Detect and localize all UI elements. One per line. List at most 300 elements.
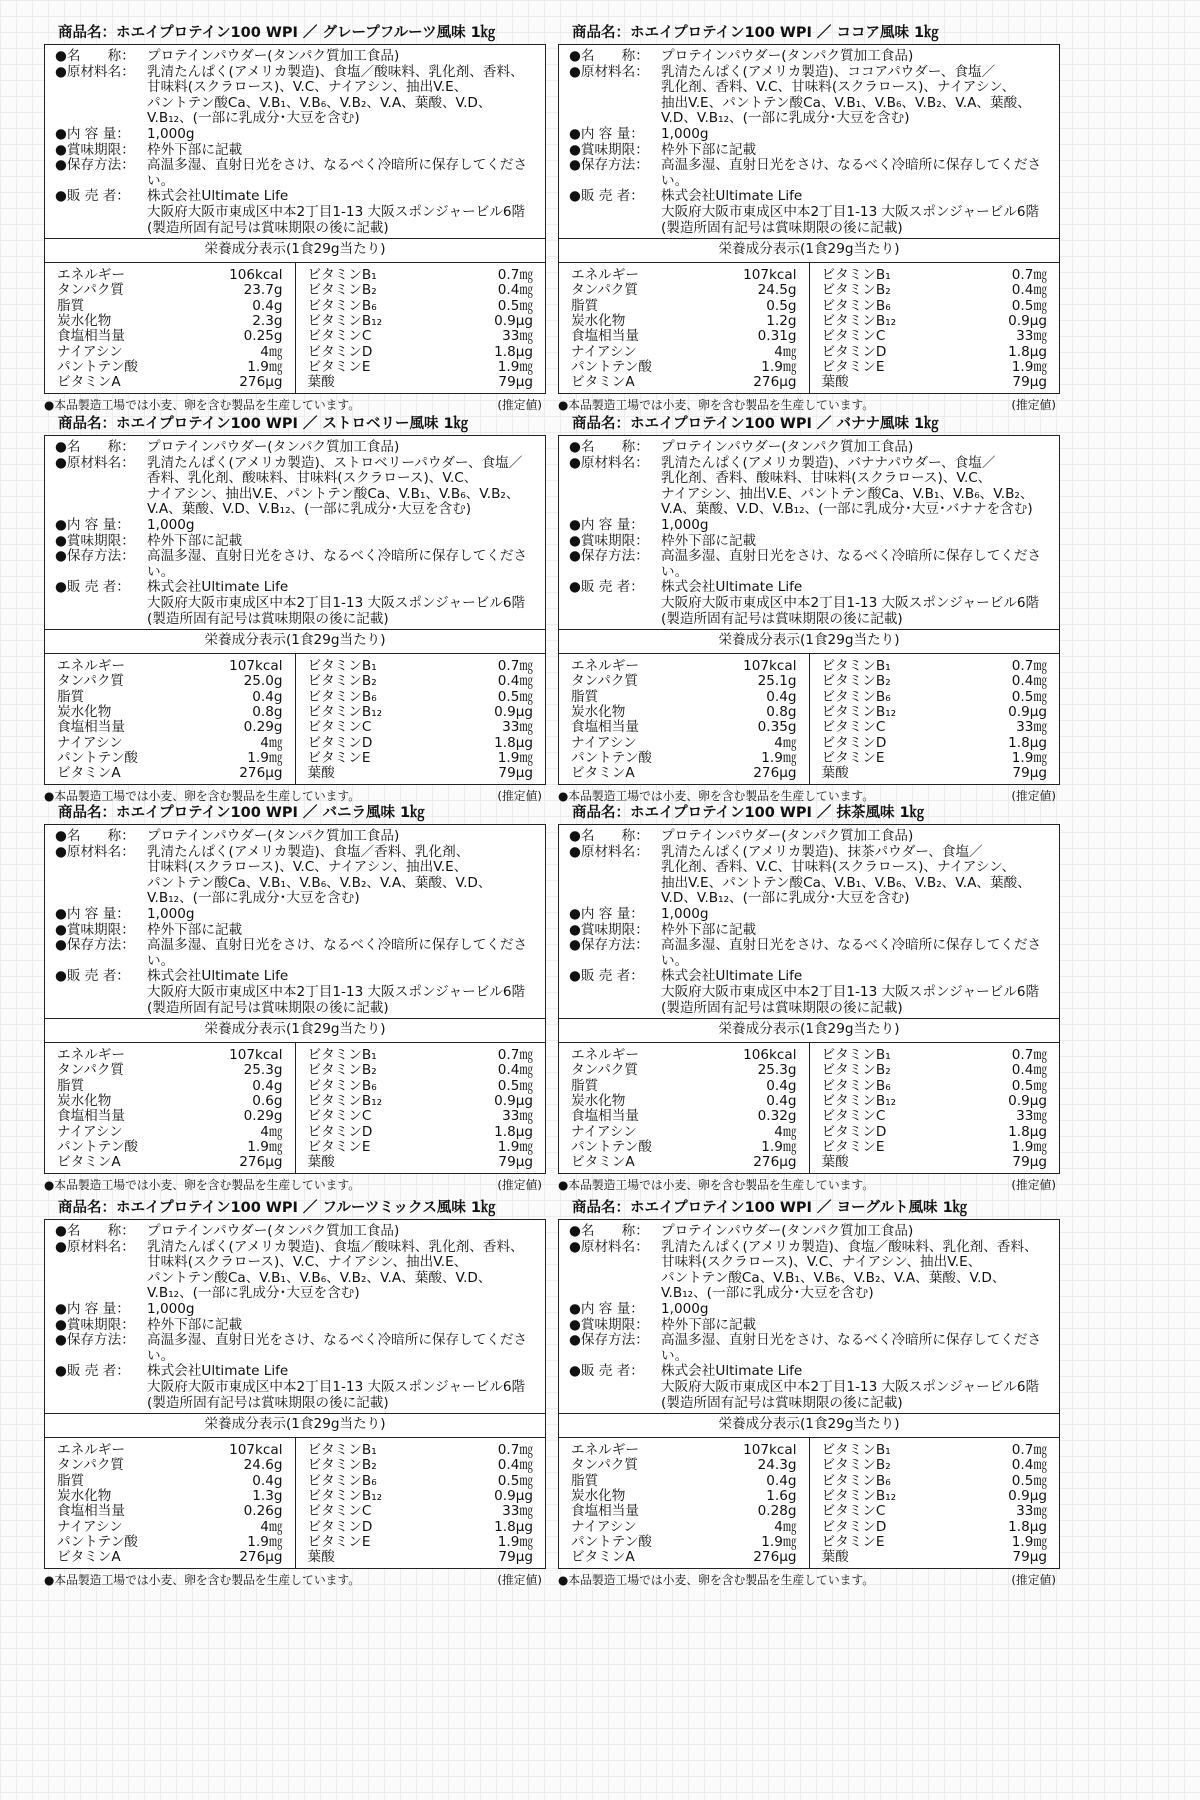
info-key-content: ●内 容 量： bbox=[569, 125, 644, 142]
nutrition-row bbox=[308, 268, 534, 283]
label-box bbox=[44, 435, 546, 785]
info-row-name bbox=[55, 829, 539, 845]
nutrient-name: 脂質 bbox=[571, 688, 599, 705]
info-value-content: 1,000g bbox=[661, 905, 709, 922]
info-row-storage bbox=[569, 158, 1053, 189]
nutrient-name: ビタミンB₂ bbox=[821, 1062, 891, 1079]
nutrient-value: 25.0g bbox=[243, 673, 283, 690]
nutrition-row bbox=[308, 375, 534, 390]
nutrition-row bbox=[571, 1489, 797, 1504]
info-row-seller bbox=[55, 969, 539, 1016]
nutrition-row bbox=[822, 1520, 1048, 1535]
info-row-content bbox=[569, 518, 1053, 534]
nutrition-row bbox=[57, 705, 283, 720]
nutrient-value: 0.7㎎ bbox=[1011, 1441, 1047, 1458]
nutrient-name: 炭水化物 bbox=[571, 1487, 626, 1504]
nutrient-value: 276μg bbox=[753, 1154, 797, 1171]
info-key-expiry: ●賞味期限： bbox=[55, 1316, 135, 1333]
nutrition-row bbox=[308, 1079, 534, 1094]
info-row-name bbox=[569, 49, 1053, 65]
info-key-seller: ●販 売 者： bbox=[55, 968, 130, 985]
nutrition-row bbox=[57, 1155, 283, 1170]
nutrition-row bbox=[57, 375, 283, 390]
nutrient-name: 葉酸 bbox=[307, 1549, 335, 1566]
nutrition-row bbox=[822, 766, 1048, 781]
nutrition-row bbox=[822, 329, 1048, 344]
nutrient-value: 0.4㎎ bbox=[497, 673, 533, 690]
nutrition-row bbox=[57, 1458, 283, 1473]
nutrient-name: 炭水化物 bbox=[571, 312, 626, 329]
info-row-ingredients bbox=[569, 845, 1053, 907]
info-key-seller: ●販 売 者： bbox=[569, 188, 644, 205]
nutrient-value: 0.32g bbox=[757, 1108, 797, 1125]
info-value-storage: 高温多湿、直射日光をさけ、なるべく冷暗所に保存してください。 bbox=[147, 1332, 528, 1364]
nutrition-row bbox=[822, 1443, 1048, 1458]
nutrition-row bbox=[571, 268, 797, 283]
nutrition-row bbox=[308, 345, 534, 360]
info-row-content bbox=[569, 907, 1053, 923]
nutrient-name: ビタミンE bbox=[307, 1139, 371, 1156]
nutrient-name: 食塩相当量 bbox=[571, 1108, 639, 1125]
info-key-ingredients: ●原材料名： bbox=[569, 843, 649, 860]
info-row-ingredients bbox=[569, 1240, 1053, 1302]
nutrient-value: 276μg bbox=[753, 1549, 797, 1566]
nutrition-row bbox=[57, 360, 283, 375]
nutrition-table bbox=[45, 1437, 545, 1568]
nutrition-row bbox=[571, 1474, 797, 1489]
info-value-storage: 高温多湿、直射日光をさけ、なるべく冷暗所に保存してください。 bbox=[661, 548, 1042, 580]
nutrition-row bbox=[57, 736, 283, 751]
nutrient-name: 葉酸 bbox=[307, 765, 335, 782]
nutrition-column-left bbox=[559, 654, 810, 784]
nutrient-name: ビタミンE bbox=[821, 359, 885, 376]
info-value-expiry: 枠外下部に記載 bbox=[147, 1316, 243, 1333]
nutrition-row bbox=[57, 299, 283, 314]
nutrition-column-left bbox=[559, 1438, 810, 1568]
nutrient-name: 葉酸 bbox=[307, 374, 335, 391]
nutrient-value: 0.9μg bbox=[494, 1487, 533, 1504]
nutrition-table bbox=[559, 1042, 1059, 1173]
info-row-name bbox=[55, 1224, 539, 1240]
nutrient-value: 0.4㎎ bbox=[497, 1062, 533, 1079]
nutrient-value: 276μg bbox=[239, 765, 283, 782]
nutrition-row bbox=[571, 1443, 797, 1458]
nutrient-name: ビタミンB₁₂ bbox=[821, 703, 897, 720]
nutrient-value: 1.9㎎ bbox=[247, 1139, 283, 1156]
nutrition-row bbox=[822, 1474, 1048, 1489]
info-key-name: ●名 称： bbox=[55, 439, 135, 455]
info-row-storage bbox=[55, 549, 539, 580]
product-label bbox=[558, 1197, 1060, 1588]
info-value-ingredients: 乳清たんぱく(アメリカ製造)、ココアパウダー、食塩／ 乳化剤、香料、V.C、甘味料(スクラロース)、ナイアシン、 抽出V.E、パントテン酸Ca、V.B₁、V.B₆、V.B₂、V.A、葉酸、 V.D、V.B₁₂、(一部に乳成分･大豆を含む) bbox=[661, 63, 1031, 127]
nutrient-value: 33㎎ bbox=[502, 1108, 533, 1125]
info-row-expiry bbox=[55, 534, 539, 550]
estimate-note: (推定値) bbox=[497, 788, 542, 803]
nutrient-value: 79μg bbox=[1012, 1549, 1047, 1566]
nutrient-value: 107kcal bbox=[229, 1046, 283, 1063]
estimate-note: (推定値) bbox=[1011, 1572, 1056, 1587]
info-key-seller: ●販 売 者： bbox=[55, 188, 130, 205]
info-value-expiry: 枠外下部に記載 bbox=[661, 1316, 757, 1333]
nutrient-name: ビタミンA bbox=[571, 1549, 635, 1566]
nutrient-name: パントテン酸 bbox=[571, 359, 652, 376]
nutrition-row bbox=[57, 1140, 283, 1155]
nutrient-name: ビタミンB₁₂ bbox=[307, 703, 383, 720]
nutrition-row bbox=[571, 299, 797, 314]
nutrient-value: 2.3g bbox=[252, 312, 283, 329]
product-title: 商品名：ホエイプロテイン100 WPI ／ ココア風味 1㎏ bbox=[572, 25, 939, 41]
info-row-seller bbox=[569, 189, 1053, 236]
nutrition-table bbox=[45, 262, 545, 393]
nutrient-name: エネルギー bbox=[571, 657, 639, 674]
info-key-storage: ●保存方法： bbox=[55, 937, 135, 954]
nutrient-value: 1.8μg bbox=[494, 734, 533, 751]
nutrient-name: ナイアシン bbox=[57, 1123, 123, 1140]
nutrient-value: 79μg bbox=[498, 1549, 533, 1566]
nutrient-value: 4㎎ bbox=[260, 1123, 283, 1140]
estimate-note: (推定値) bbox=[497, 1572, 542, 1587]
info-section bbox=[45, 1220, 545, 1413]
info-value-seller: 株式会社Ultimate Life 大阪府大阪市東成区中本2丁目1-13 大阪スポンジャービル6階 (製造所固有記号は賞味期限の後に記載) bbox=[147, 188, 526, 236]
info-row-storage bbox=[55, 1333, 539, 1364]
nutrient-value: 0.4㎎ bbox=[1011, 282, 1047, 299]
nutrition-row bbox=[822, 1048, 1048, 1063]
nutrient-name: 脂質 bbox=[57, 1077, 85, 1094]
info-value-expiry: 枠外下部に記載 bbox=[661, 141, 757, 158]
nutrient-name: ビタミンB₂ bbox=[821, 673, 891, 690]
nutrition-row bbox=[57, 1504, 283, 1519]
info-value-ingredients: 乳清たんぱく(アメリカ製造)、食塩／酸味料、乳化剤、香料、 甘味料(スクラロース)、V.C、ナイアシン、抽出V.E、 パントテン酸Ca、V.B₁、V.B₆、V.B₂、V.A、葉酸、V.D、 V.B₁₂、(一部に乳成分･大豆を含む) bbox=[147, 1238, 524, 1302]
nutrient-value: 0.8g bbox=[766, 703, 797, 720]
nutrient-name: ビタミンB₂ bbox=[307, 1062, 377, 1079]
info-key-ingredients: ●原材料名： bbox=[55, 843, 135, 860]
nutrition-row bbox=[308, 720, 534, 735]
info-key-expiry: ●賞味期限： bbox=[569, 921, 649, 938]
nutrient-name: ビタミンD bbox=[821, 734, 887, 751]
nutrient-value: 33㎎ bbox=[1016, 328, 1047, 345]
nutrition-row bbox=[57, 720, 283, 735]
nutrient-name: パントテン酸 bbox=[571, 1534, 652, 1551]
nutrient-name: ビタミンB₁₂ bbox=[821, 1487, 897, 1504]
info-value-content: 1,000g bbox=[661, 1300, 709, 1317]
nutrition-row bbox=[57, 345, 283, 360]
product-title: 商品名：ホエイプロテイン100 WPI ／ フルーツミックス風味 1㎏ bbox=[58, 1200, 496, 1216]
nutrient-name: ナイアシン bbox=[57, 1518, 123, 1535]
info-row-expiry bbox=[569, 923, 1053, 939]
nutrient-value: 0.8g bbox=[252, 703, 283, 720]
info-value-storage: 高温多湿、直射日光をさけ、なるべく冷暗所に保存してください。 bbox=[661, 937, 1042, 969]
nutrient-value: 4㎎ bbox=[774, 1123, 797, 1140]
nutrient-name: 炭水化物 bbox=[57, 1487, 112, 1504]
info-row-ingredients bbox=[569, 456, 1053, 518]
nutrition-row bbox=[571, 1063, 797, 1078]
nutrient-value: 0.4㎎ bbox=[1011, 1457, 1047, 1474]
info-section bbox=[559, 1220, 1059, 1413]
allergen-note: ●本品製造工場では小麦、卵を含む製品を生産しています。 bbox=[558, 1572, 875, 1587]
allergen-note: ●本品製造工場では小麦、卵を含む製品を生産しています。 bbox=[44, 788, 361, 803]
nutrition-row bbox=[571, 1458, 797, 1473]
nutrition-row bbox=[57, 1079, 283, 1094]
nutrient-name: ビタミンD bbox=[307, 1518, 373, 1535]
nutrient-name: ビタミンB₁₂ bbox=[821, 312, 897, 329]
nutrient-name: 食塩相当量 bbox=[57, 1108, 125, 1125]
nutrient-name: ビタミンC bbox=[307, 328, 372, 345]
nutrition-column-right bbox=[810, 654, 1060, 784]
nutrient-value: 0.5㎎ bbox=[497, 1472, 533, 1489]
nutrient-value: 0.4g bbox=[252, 688, 283, 705]
nutrition-table bbox=[45, 1042, 545, 1173]
nutrition-row bbox=[571, 314, 797, 329]
nutrition-row bbox=[57, 1109, 283, 1124]
nutrient-value: 1.6g bbox=[766, 1487, 797, 1504]
nutrient-value: 0.6g bbox=[252, 1092, 283, 1109]
info-value-seller: 株式会社Ultimate Life 大阪府大阪市東成区中本2丁目1-13 大阪スポンジャービル6階 (製造所固有記号は賞味期限の後に記載) bbox=[147, 968, 526, 1016]
nutrient-name: ビタミンC bbox=[307, 719, 372, 736]
nutrient-name: エネルギー bbox=[571, 1441, 639, 1458]
info-key-expiry: ●賞味期限： bbox=[569, 1316, 649, 1333]
estimate-note: (推定値) bbox=[497, 1177, 542, 1192]
nutrition-table bbox=[45, 653, 545, 784]
nutrition-column-right bbox=[810, 263, 1060, 393]
nutrient-name: 葉酸 bbox=[821, 1154, 849, 1171]
nutrient-value: 1.9㎎ bbox=[497, 1534, 533, 1551]
info-row-content bbox=[569, 127, 1053, 143]
nutrient-name: ビタミンE bbox=[821, 750, 885, 767]
nutrient-value: 25.3g bbox=[757, 1062, 797, 1079]
nutrient-value: 4㎎ bbox=[260, 343, 283, 360]
nutrient-value: 0.5㎎ bbox=[1011, 688, 1047, 705]
nutrient-name: 脂質 bbox=[57, 688, 85, 705]
nutrition-row bbox=[571, 736, 797, 751]
nutrition-row bbox=[308, 674, 534, 689]
nutrient-name: ビタミンB₆ bbox=[307, 688, 377, 705]
nutrition-row bbox=[57, 1535, 283, 1550]
nutrient-value: 0.4㎎ bbox=[1011, 673, 1047, 690]
nutrition-row bbox=[822, 1140, 1048, 1155]
info-row-content bbox=[55, 907, 539, 923]
nutrient-value: 106kcal bbox=[743, 1046, 797, 1063]
nutrient-name: ビタミンC bbox=[307, 1108, 372, 1125]
product-title: 商品名：ホエイプロテイン100 WPI ／ バナナ風味 1㎏ bbox=[572, 416, 939, 432]
nutrient-value: 0.28g bbox=[757, 1503, 797, 1520]
nutrition-row bbox=[308, 705, 534, 720]
info-row-expiry bbox=[569, 1318, 1053, 1334]
nutrition-column-right bbox=[810, 1438, 1060, 1568]
nutrition-row bbox=[822, 360, 1048, 375]
nutrient-value: 107kcal bbox=[229, 657, 283, 674]
nutrition-row bbox=[57, 690, 283, 705]
nutrient-value: 25.1g bbox=[757, 673, 797, 690]
nutrient-name: ナイアシン bbox=[57, 343, 123, 360]
info-row-storage bbox=[569, 549, 1053, 580]
nutrition-table bbox=[559, 653, 1059, 784]
info-row-expiry bbox=[55, 1318, 539, 1334]
nutrient-name: 炭水化物 bbox=[57, 312, 112, 329]
nutrition-row bbox=[308, 1474, 534, 1489]
info-section bbox=[559, 45, 1059, 238]
nutrition-row bbox=[308, 766, 534, 781]
nutrient-value: 1.9㎎ bbox=[247, 750, 283, 767]
info-value-storage: 高温多湿、直射日光をさけ、なるべく冷暗所に保存してください。 bbox=[661, 157, 1042, 189]
nutrient-name: 脂質 bbox=[57, 1472, 85, 1489]
nutrient-value: 0.4g bbox=[252, 297, 283, 314]
nutrient-value: 0.5g bbox=[766, 297, 797, 314]
nutrition-row bbox=[571, 751, 797, 766]
nutrient-name: 脂質 bbox=[57, 297, 85, 314]
info-row-expiry bbox=[55, 143, 539, 159]
info-row-seller bbox=[569, 1364, 1053, 1411]
info-key-expiry: ●賞味期限： bbox=[55, 921, 135, 938]
nutrient-name: ビタミンD bbox=[307, 734, 373, 751]
info-row-content bbox=[55, 127, 539, 143]
nutrient-value: 107kcal bbox=[743, 1441, 797, 1458]
info-row-storage bbox=[569, 938, 1053, 969]
info-key-name: ●名 称： bbox=[569, 439, 649, 455]
nutrient-name: 食塩相当量 bbox=[571, 1503, 639, 1520]
nutrition-row bbox=[822, 314, 1048, 329]
nutrient-name: 脂質 bbox=[571, 1077, 599, 1094]
nutrient-value: 33㎎ bbox=[1016, 719, 1047, 736]
info-key-name: ●名 称： bbox=[55, 828, 135, 844]
nutrition-row bbox=[571, 1109, 797, 1124]
nutrient-value: 33㎎ bbox=[502, 1503, 533, 1520]
nutrition-row bbox=[57, 766, 283, 781]
nutrient-value: 0.4g bbox=[766, 1472, 797, 1489]
info-key-storage: ●保存方法： bbox=[569, 548, 649, 565]
nutrition-row bbox=[57, 1520, 283, 1535]
nutrient-value: 24.6g bbox=[243, 1457, 283, 1474]
nutrition-row bbox=[308, 1063, 534, 1078]
nutrient-name: タンパク質 bbox=[57, 1457, 125, 1474]
nutrient-name: エネルギー bbox=[57, 1046, 125, 1063]
nutrient-value: 107kcal bbox=[743, 266, 797, 283]
info-value-seller: 株式会社Ultimate Life 大阪府大阪市東成区中本2丁目1-13 大阪スポンジャービル6階 (製造所固有記号は賞味期限の後に記載) bbox=[661, 188, 1040, 236]
label-box bbox=[558, 44, 1060, 394]
nutrient-value: 0.7㎎ bbox=[497, 1441, 533, 1458]
nutrient-name: タンパク質 bbox=[571, 282, 639, 299]
nutrient-value: 33㎎ bbox=[1016, 1503, 1047, 1520]
nutrition-row bbox=[57, 268, 283, 283]
info-key-expiry: ●賞味期限： bbox=[55, 532, 135, 549]
label-box bbox=[558, 824, 1060, 1174]
nutrient-name: ビタミンB₆ bbox=[307, 1077, 377, 1094]
info-key-expiry: ●賞味期限： bbox=[569, 532, 649, 549]
label-box bbox=[44, 1219, 546, 1569]
info-value-ingredients: 乳清たんぱく(アメリカ製造)、抹茶パウダー、食塩／ 乳化剤、香料、V.C、甘味料(スクラロース)、ナイアシン、 抽出V.E、パントテン酸Ca、V.B₁、V.B₆、V.B₂、V.A、葉酸、 V.D、V.B₁₂、(一部に乳成分･大豆を含む) bbox=[661, 843, 1031, 907]
nutrient-value: 33㎎ bbox=[502, 328, 533, 345]
product-title: 商品名：ホエイプロテイン100 WPI ／ 抹茶風味 1㎏ bbox=[572, 805, 925, 821]
nutrient-value: 1.8μg bbox=[1008, 343, 1047, 360]
nutrition-column-right bbox=[810, 1043, 1060, 1173]
info-value-expiry: 枠外下部に記載 bbox=[661, 921, 757, 938]
nutrient-name: ビタミンB₁ bbox=[821, 657, 891, 674]
nutrient-value: 0.4g bbox=[252, 1472, 283, 1489]
info-key-expiry: ●賞味期限： bbox=[55, 141, 135, 158]
nutrient-name: 葉酸 bbox=[821, 1549, 849, 1566]
nutrient-name: エネルギー bbox=[571, 266, 639, 283]
info-key-seller: ●販 売 者： bbox=[55, 579, 130, 596]
nutrient-name: 食塩相当量 bbox=[57, 719, 125, 736]
nutrient-value: 79μg bbox=[1012, 374, 1047, 391]
nutrient-name: ビタミンB₂ bbox=[821, 1457, 891, 1474]
nutrition-row bbox=[571, 1550, 797, 1565]
nutrient-value: 0.9μg bbox=[1008, 312, 1047, 329]
nutrition-column-left bbox=[45, 1438, 296, 1568]
nutrient-name: ビタミンB₁₂ bbox=[821, 1092, 897, 1109]
nutrient-name: ビタミンB₁ bbox=[307, 266, 377, 283]
nutrition-row bbox=[822, 720, 1048, 735]
product-label bbox=[44, 22, 546, 413]
nutrient-name: ビタミンB₂ bbox=[307, 1457, 377, 1474]
nutrient-name: 炭水化物 bbox=[57, 703, 112, 720]
info-key-storage: ●保存方法： bbox=[569, 157, 649, 174]
nutrition-row bbox=[822, 1489, 1048, 1504]
nutrient-value: 1.8μg bbox=[494, 1123, 533, 1140]
nutrition-row bbox=[308, 690, 534, 705]
nutrition-row bbox=[57, 1048, 283, 1063]
nutrient-name: 葉酸 bbox=[821, 765, 849, 782]
nutrient-value: 0.9μg bbox=[494, 312, 533, 329]
nutrition-row bbox=[308, 1520, 534, 1535]
nutrient-value: 0.5㎎ bbox=[1011, 297, 1047, 314]
nutrient-value: 24.5g bbox=[757, 282, 797, 299]
nutrition-row bbox=[308, 1489, 534, 1504]
nutrient-name: ビタミンA bbox=[57, 1549, 121, 1566]
nutrition-row bbox=[57, 1063, 283, 1078]
label-box bbox=[44, 44, 546, 394]
nutrition-row bbox=[822, 1109, 1048, 1124]
info-section bbox=[45, 825, 545, 1018]
product-label bbox=[558, 802, 1060, 1193]
nutrient-name: ナイアシン bbox=[571, 343, 637, 360]
nutrition-row bbox=[308, 1504, 534, 1519]
nutrient-value: 276μg bbox=[753, 765, 797, 782]
info-value-expiry: 枠外下部に記載 bbox=[661, 532, 757, 549]
nutrient-name: ビタミンD bbox=[307, 343, 373, 360]
info-value-seller: 株式会社Ultimate Life 大阪府大阪市東成区中本2丁目1-13 大阪スポンジャービル6階 (製造所固有記号は賞味期限の後に記載) bbox=[147, 1363, 526, 1411]
nutrient-name: ビタミンB₁ bbox=[307, 657, 377, 674]
nutrient-name: 食塩相当量 bbox=[571, 328, 639, 345]
nutrition-column-left bbox=[559, 263, 810, 393]
nutrient-name: ナイアシン bbox=[571, 1123, 637, 1140]
nutrition-row bbox=[57, 314, 283, 329]
nutrient-name: 炭水化物 bbox=[571, 703, 626, 720]
nutrient-name: ビタミンC bbox=[821, 719, 886, 736]
info-row-storage bbox=[55, 938, 539, 969]
allergen-note: ●本品製造工場では小麦、卵を含む製品を生産しています。 bbox=[558, 397, 875, 412]
nutrition-row bbox=[308, 1155, 534, 1170]
nutrient-value: 79μg bbox=[1012, 1154, 1047, 1171]
nutrient-name: ビタミンB₆ bbox=[821, 688, 891, 705]
nutrition-row bbox=[571, 1155, 797, 1170]
info-row-expiry bbox=[569, 143, 1053, 159]
nutrient-value: 0.7㎎ bbox=[497, 266, 533, 283]
nutrition-row bbox=[571, 360, 797, 375]
allergen-note: ●本品製造工場では小麦、卵を含む製品を生産しています。 bbox=[558, 1177, 875, 1192]
product-title: 商品名：ホエイプロテイン100 WPI ／ グレープフルーツ風味 1㎏ bbox=[58, 25, 496, 41]
info-key-seller: ●販 売 者： bbox=[569, 968, 644, 985]
nutrition-row bbox=[822, 1535, 1048, 1550]
nutrition-row bbox=[822, 299, 1048, 314]
nutrition-row bbox=[822, 736, 1048, 751]
nutrition-row bbox=[822, 1550, 1048, 1565]
nutrient-value: 0.9μg bbox=[494, 703, 533, 720]
allergen-note: ●本品製造工場では小麦、卵を含む製品を生産しています。 bbox=[44, 1572, 361, 1587]
nutrition-row bbox=[308, 1048, 534, 1063]
nutrient-name: パントテン酸 bbox=[571, 750, 652, 767]
product-title: 商品名：ホエイプロテイン100 WPI ／ ヨーグルト風味 1㎏ bbox=[572, 1200, 968, 1216]
nutrient-value: 1.9㎎ bbox=[1011, 359, 1047, 376]
